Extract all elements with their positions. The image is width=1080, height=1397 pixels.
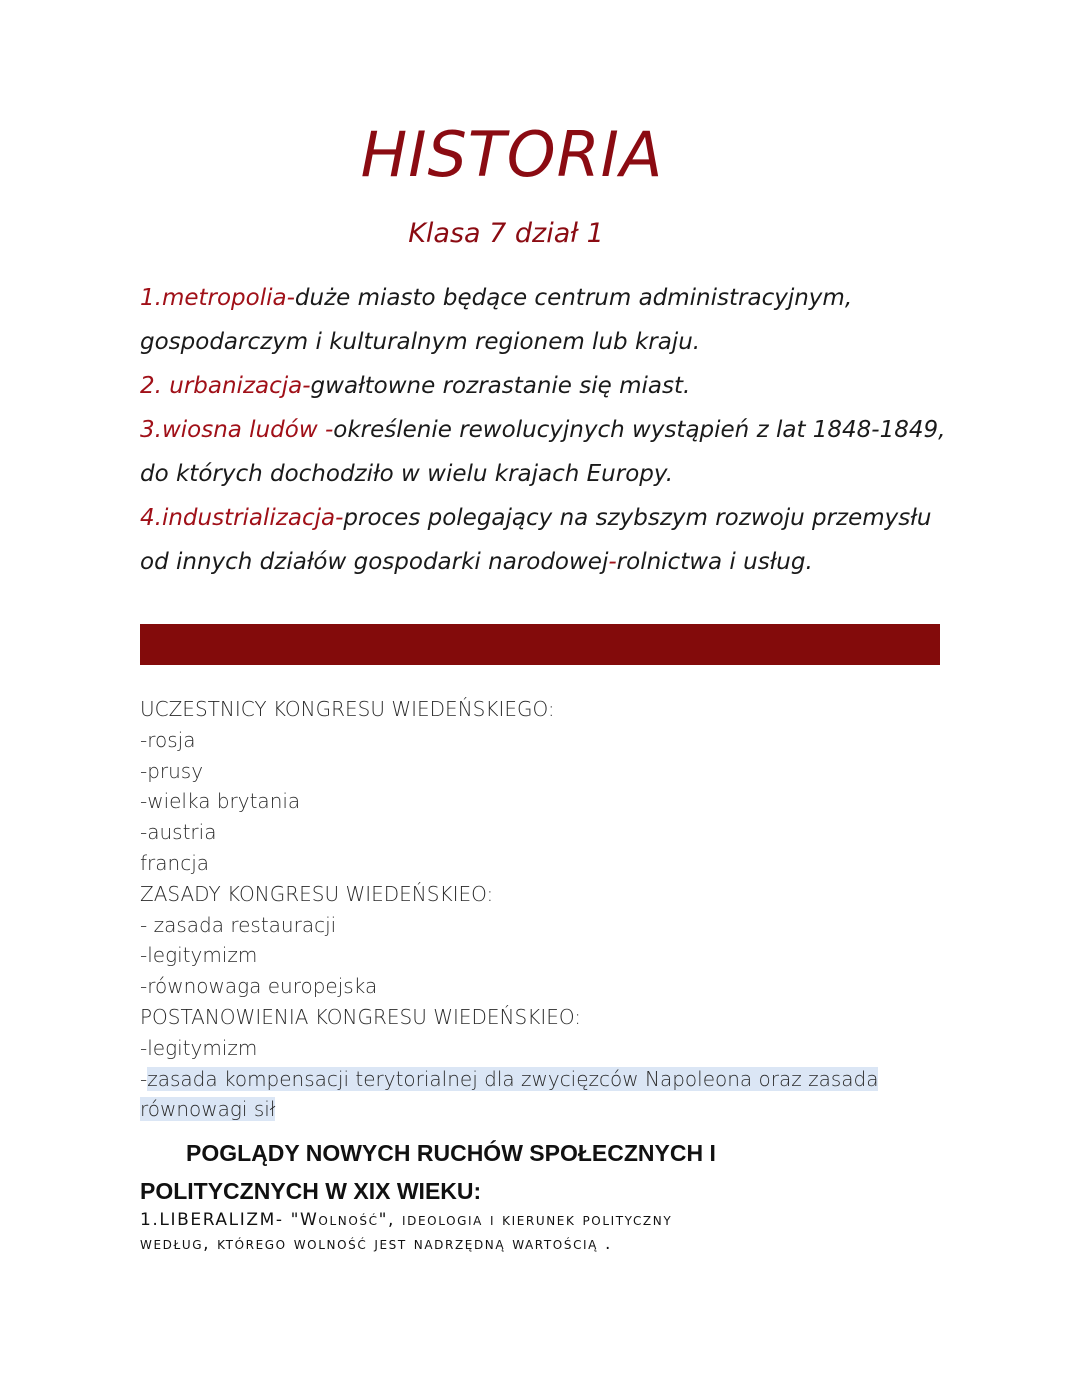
definition-dash: - xyxy=(608,549,617,575)
definitions-list xyxy=(140,276,960,584)
list-item: -legitymizm xyxy=(140,1035,258,1060)
definition-text: proces polegający na szybszym rozwoju przemysłu od innych działów gospodarki narodowej xyxy=(140,505,932,575)
list-item: -austria xyxy=(140,820,217,845)
liberalism-line: 1.LIBERALIZM- "Wolność", ideologia i kierunek polityczny xyxy=(140,1210,673,1230)
definition-item xyxy=(140,364,960,408)
definition-item xyxy=(140,496,960,584)
list-item: - zasada restauracji xyxy=(140,912,337,937)
page-title: HISTORIA xyxy=(360,118,664,191)
rules-heading: ZASADY KONGRESU WIEDEŃSKIEO: xyxy=(140,881,494,906)
page-subtitle: Klasa 7 dział 1 xyxy=(408,218,604,249)
highlighted-item[interactable] xyxy=(140,1064,940,1095)
list-item: francja xyxy=(140,850,210,875)
definition-text: duże miasto będące centrum administracyjnym, gospodarczym i kulturalnym regionem lub kraju. xyxy=(140,285,853,355)
highlighted-text[interactable]: równowagi sił xyxy=(140,1097,276,1122)
section-heading-line: POGLĄDY NOWYCH RUCHÓW SPOŁECZNYCH I xyxy=(186,1140,716,1166)
section-heading-line: POLITYCZNYCH W XIX WIEKU: xyxy=(140,1178,482,1204)
decisions-heading: POSTANOWIENIA KONGRESU WIEDEŃSKIEO: xyxy=(140,1004,581,1029)
definition-item xyxy=(140,276,960,364)
section-divider-bar xyxy=(140,624,940,665)
definition-text: gwałtowne rozrastanie się miast. xyxy=(310,373,691,399)
list-item: -równowaga europejska xyxy=(140,974,378,999)
liberalism-definition xyxy=(140,1208,960,1256)
list-item: -legitymizm xyxy=(140,943,258,968)
list-item: -rosja xyxy=(140,727,196,752)
list-item: -wielka brytania xyxy=(140,789,301,814)
definition-term: 3.wiosna ludów - xyxy=(140,417,334,443)
list-dash: - xyxy=(140,1066,148,1091)
liberalism-line: według, którego wolność jest nadrzędną wartością . xyxy=(140,1234,612,1254)
highlighted-item-continued[interactable] xyxy=(140,1094,940,1125)
definition-item xyxy=(140,408,960,496)
definition-term: 4.industrializacja- xyxy=(140,505,344,531)
definition-text: określenie rewolucyjnych wystąpień z lat 1848-1849, do których dochodziło w wielu krajach Europy. xyxy=(140,417,946,487)
definition-term: 1.metropolia- xyxy=(140,285,295,311)
section-heading xyxy=(140,1134,960,1210)
highlighted-text[interactable]: zasada kompensacji terytorialnej dla zwycięzców Napoleona oraz zasada xyxy=(147,1066,879,1091)
congress-notes xyxy=(140,694,940,1125)
definition-text: rolnictwa i usług. xyxy=(616,549,813,575)
participants-heading: UCZESTNICY KONGRESU WIEDEŃSKIEGO: xyxy=(140,697,555,721)
list-item: -prusy xyxy=(140,758,204,783)
definition-term: 2. urbanizacja- xyxy=(140,373,311,399)
